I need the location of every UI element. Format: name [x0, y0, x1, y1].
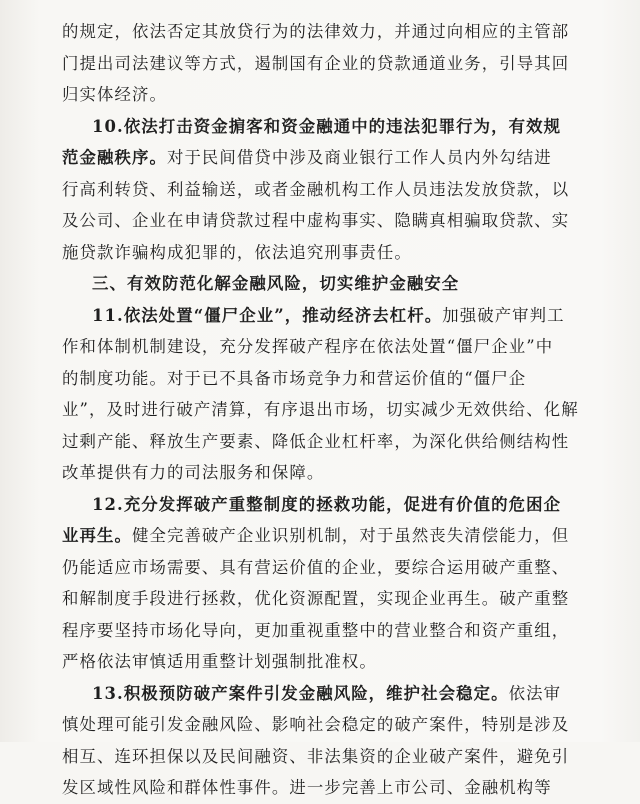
line-text: 相互、连环担保以及民间融资、非法集资的企业破产案件，避免引 — [62, 746, 570, 766]
line-text: 和解制度手段进行拯救，优化资源配置，实现企业再生。破产重整 — [62, 589, 570, 608]
line-text: 慎处理可能引发金融风险、影响社会稳定的破产案件，特别是涉及 — [62, 715, 570, 734]
line-text: 作和体制机制建设，充分发挥破产程序在依法处置“僵尸企业”中 — [62, 337, 554, 356]
line-text: 归实体经济。 — [62, 85, 167, 104]
text-line — [62, 205, 574, 237]
item-title: 10.依法打击资金掮客和资金融通中的违法犯罪行为，有效规 — [92, 116, 562, 136]
text-line — [62, 678, 574, 710]
line-text: 的制度功能。对于已不具备市场竞争力和营运价值的“僵尸企 — [62, 368, 527, 388]
line-text: 行高利转贷、利益输送，或者金融机构工作人员违法发放贷款，以 — [62, 179, 570, 199]
section-heading: 三、有效防范化解金融风险，切实维护金融安全 — [92, 274, 460, 293]
text-line — [62, 709, 574, 741]
text-line — [62, 79, 574, 111]
line-text: 健全完善破产企业识别机制，对于虽然丧失清偿能力，但 — [131, 526, 570, 545]
line-text: 加强破产审判工 — [442, 305, 565, 325]
line-text: 发区域性风险和群体性事件。进一步完善上市公司、金融机构等 — [62, 778, 552, 797]
text-line — [62, 331, 574, 363]
text-line — [62, 426, 574, 458]
text-line — [62, 237, 574, 269]
text-line — [62, 268, 574, 300]
text-line — [62, 772, 574, 804]
line-text: 程序要坚持市场化导向，更加重视重整中的营业整合和资产重组， — [62, 620, 570, 640]
text-line — [62, 16, 574, 48]
document-body — [62, 16, 579, 804]
text-line — [62, 646, 574, 678]
text-line — [62, 552, 574, 584]
text-line — [62, 741, 574, 773]
text-line — [62, 457, 574, 489]
line-text: 业”，及时进行破产清算，有序退出市场，切实减少无效供给、化解 — [62, 400, 579, 419]
text-line — [62, 142, 574, 174]
text-line — [62, 489, 574, 521]
line-text: 过剩产能、释放生产要素、降低企业杠杆率，为深化供给侧结构性 — [62, 431, 570, 451]
item-title: 范金融秩序。 — [62, 148, 167, 167]
line-text: 施贷款诈骗构成犯罪的，依法追究刑事责任。 — [62, 242, 412, 262]
text-line — [62, 583, 574, 615]
line-text: 依法审 — [508, 683, 562, 703]
text-line — [62, 48, 574, 80]
item-title: 12.充分发挥破产重整制度的拯救功能，促进有价值的危困企 — [92, 494, 562, 514]
line-text: 的规定，依法否定其放贷行为的法律效力，并通过向相应的主管部 — [62, 22, 570, 41]
line-text: 仍能适应市场需要、具有营运价值的企业，要综合运用破产重整、 — [62, 557, 570, 577]
text-line — [62, 363, 574, 395]
text-line — [62, 394, 579, 426]
item-title: 业再生。 — [62, 526, 132, 545]
text-line — [62, 300, 574, 332]
line-text: 改革提供有力的司法服务和保障。 — [62, 463, 325, 482]
text-line — [62, 174, 574, 206]
text-line — [62, 111, 574, 143]
line-text: 对于民间借贷中涉及商业银行工作人员内外勾结进 — [166, 148, 552, 167]
text-line — [62, 615, 574, 647]
line-text: 门提出司法建议等方式，遏制国有企业的贷款通道业务，引导其回 — [62, 53, 570, 73]
item-title: 11.依法处置“僵尸企业”，推动经济去杠杆。 — [92, 305, 443, 325]
line-text: 及公司、企业在申请贷款过程中虚构事实、隐瞒真相骗取贷款、实 — [62, 211, 570, 230]
item-title: 13.积极预防破产案件引发金融风险，维护社会稳定。 — [92, 683, 509, 703]
text-line — [62, 520, 574, 552]
line-text: 严格依法审慎适用重整计划强制批准权。 — [62, 652, 377, 671]
